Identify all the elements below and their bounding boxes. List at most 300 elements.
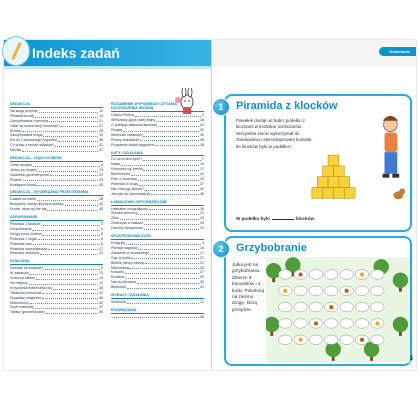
index-entry-page: 41 xyxy=(99,143,103,148)
index-entry-title: Pisanie xyxy=(10,177,22,182)
index-entry-title: Smeczka xyxy=(111,299,126,304)
dot-leader xyxy=(48,249,98,250)
dot-leader xyxy=(155,145,199,146)
answer-line xyxy=(236,216,315,221)
index-entry-page: 3 xyxy=(101,221,103,226)
index-entry-title: Kredzy xyxy=(10,128,22,133)
index-entry-page: 38 xyxy=(200,137,204,142)
dot-leader xyxy=(131,175,199,176)
dot-leader xyxy=(156,121,199,122)
index-entry-title: W zapasów xyxy=(10,271,29,276)
index-entry-title: Rozgryty xyxy=(111,240,126,245)
index-entry-page: 26 xyxy=(99,285,103,290)
path-tile[interactable] xyxy=(278,335,291,345)
index-entry-title: Grzybobranie xyxy=(10,226,32,231)
index-section-heading: ROZUMIENIE WYPOWIEDZI CZYTANIA DOCHODZENIA WIOSNĄ xyxy=(111,102,204,112)
dot-leader xyxy=(23,180,99,181)
block-pyramid-illustration xyxy=(304,110,412,210)
index-entry-page: 25 xyxy=(200,177,204,182)
right-page xyxy=(212,40,416,370)
dot-leader xyxy=(112,317,199,318)
index-entry-page: 10 xyxy=(200,162,204,167)
index-entry-page: 31 xyxy=(200,226,204,231)
index-entry-page: 17 xyxy=(200,167,204,172)
index-entry-page: 43 xyxy=(99,202,103,207)
index-entry-page: 26 xyxy=(200,265,204,270)
dot-leader xyxy=(45,313,98,314)
path-tile[interactable] xyxy=(340,302,353,312)
dot-leader xyxy=(145,190,199,191)
index-entry-title: Mezika xyxy=(10,148,22,153)
index-entry-page: 12 xyxy=(99,271,103,276)
mushroom-icon xyxy=(375,321,379,325)
index-entry-title: Regaty xyxy=(111,127,123,132)
index-entry-page: 13 xyxy=(99,113,103,118)
index-entry-page: 2 xyxy=(202,113,204,118)
index-entry-title: Zaszyfrowana droga xyxy=(10,133,43,138)
index-entry-title: Szkołak za słupkach xyxy=(10,266,43,271)
index-section-heading: DEDUKCJA xyxy=(10,102,103,108)
index-entry-title: Na sługą przymie xyxy=(10,108,38,113)
index-entry-page: 14 xyxy=(99,280,103,285)
index-entry-title: Dołaka od sobie xyxy=(10,197,36,202)
index-entry-page: 8 xyxy=(101,241,103,246)
index-entry-page: 17 xyxy=(200,250,204,255)
header-stripe xyxy=(4,66,211,69)
index-entry-page: 46 xyxy=(99,310,103,315)
path-tile[interactable] xyxy=(309,270,322,280)
index-entry-title: Budujemy mosty dla pana starsky xyxy=(10,202,64,207)
index-entry-page: 27 xyxy=(200,270,204,275)
path-tile[interactable] xyxy=(294,319,307,329)
dot-leader xyxy=(131,258,199,259)
index-section-heading: KATY I DZIALANIA xyxy=(111,151,204,157)
index-section-heading: DEDUKCJA – CIĄGI LICZBOW xyxy=(10,156,103,162)
index-section xyxy=(10,156,103,187)
index-entry-page: 32 xyxy=(200,127,204,132)
path-tile[interactable] xyxy=(355,302,368,312)
path-tile[interactable] xyxy=(325,335,338,345)
path-tile[interactable] xyxy=(294,302,307,312)
path-tile[interactable] xyxy=(355,286,368,296)
index-section xyxy=(10,190,103,212)
dot-leader xyxy=(144,229,199,230)
index-entry-title: Tabliczka mnożenia xyxy=(10,290,42,295)
dot-leader xyxy=(127,303,200,304)
dot-leader xyxy=(42,225,101,226)
index-entry-title: Zaszyfrowana rozmowa xyxy=(10,118,48,123)
index-entry[interactable] xyxy=(111,192,204,197)
index-entry-title: Poloronia się prestit xyxy=(111,167,143,172)
dot-leader xyxy=(35,117,98,118)
index-entry-page: 5 xyxy=(101,231,103,236)
path-tile[interactable] xyxy=(340,335,353,345)
dot-leader xyxy=(140,140,199,141)
index-entry-page: 42 xyxy=(200,186,204,191)
mushroom-icon xyxy=(298,338,302,342)
index-entry-page: 11 xyxy=(99,108,103,113)
dot-leader xyxy=(37,171,98,172)
index-entry-page: 21 xyxy=(99,118,103,123)
index-entry-title: Zwierzęta w lilakach xyxy=(111,221,144,226)
dot-leader xyxy=(127,288,199,289)
dot-leader xyxy=(53,289,99,290)
dot-leader xyxy=(150,254,200,255)
path-tile[interactable] xyxy=(325,270,338,280)
path-tile[interactable] xyxy=(371,335,384,345)
index-entry-page: 45 xyxy=(99,207,103,212)
cube xyxy=(339,177,350,188)
index-section xyxy=(111,102,204,148)
index-entry-page: 11 xyxy=(200,299,204,304)
path-tile[interactable] xyxy=(309,286,322,296)
path-tile[interactable] xyxy=(278,302,291,312)
dot-leader xyxy=(32,230,100,231)
index-entry-page: 24 xyxy=(200,216,204,221)
index-entry-page: 25 xyxy=(200,221,204,226)
index-section-heading: DZIAŁANIA xyxy=(10,259,103,265)
index-section xyxy=(10,102,103,153)
dot-leader xyxy=(42,293,98,294)
index-entry-title: Tablicz geometryczne xyxy=(10,310,45,315)
index-entry-page: 14 xyxy=(99,276,103,281)
mushroom-icon xyxy=(345,289,349,293)
dot-leader xyxy=(135,116,201,117)
index-entry-title: Kradzpna liczba xyxy=(10,182,36,187)
index-entry-title: Zabawne w chowanego xyxy=(111,250,149,255)
index-entry-page: 6 xyxy=(101,162,103,167)
index-entry-title: Co wziąć z twoich składów? xyxy=(10,143,55,148)
index-entry-page: 6 xyxy=(101,236,103,241)
index-entry-page: 32 xyxy=(99,290,103,295)
dot-leader xyxy=(43,269,100,270)
index-entry-title: Gaz w Indlis xyxy=(111,255,131,260)
index-section-heading: WYRAZY I DZIAŁANIA xyxy=(111,293,204,299)
index-section xyxy=(111,200,204,231)
index-section-heading: SPOSTRZEGAWCZOŚĆ xyxy=(111,234,204,240)
index-entry-page: 13 xyxy=(99,167,103,172)
index-entry-title: Pole z cuozdrów xyxy=(111,177,138,182)
index-entry-title: Jedno za drugim xyxy=(10,167,37,172)
index-section-heading: ROZWIĄZANIA xyxy=(111,308,204,314)
index-entry-page: 42 xyxy=(99,300,103,305)
cube xyxy=(344,187,355,198)
answer-suffix: klocków. xyxy=(295,216,316,221)
index-entry-page: 7 xyxy=(202,157,204,162)
index-entry[interactable] xyxy=(111,315,204,320)
index-section xyxy=(111,308,204,320)
path-tile[interactable] xyxy=(278,319,291,329)
index-section-heading: ŁAMIGŁÓWKI ORTOGRAFICZNE xyxy=(111,200,204,206)
task-title: Piramida z klocków xyxy=(236,100,338,112)
index-entry-title: Słówka ciemnicy xyxy=(111,211,138,216)
index-entry-page: 37 xyxy=(200,181,204,186)
task-title: Grzybobranie xyxy=(236,242,307,254)
index-section-heading: DEDUKCJA – WYOBRAŹNIA PRZESTRZENNA xyxy=(10,190,103,196)
dot-leader xyxy=(49,121,98,122)
dot-leader xyxy=(33,244,100,245)
mushroom-icon xyxy=(298,272,302,276)
index-entry-page: 28 xyxy=(99,197,103,202)
index-entry-title: Sowa na kiłuwe xyxy=(10,276,35,281)
index-entry[interactable] xyxy=(10,207,103,212)
index-entry-page: 33 xyxy=(99,133,103,138)
dot-leader xyxy=(138,249,199,250)
path-tile[interactable] xyxy=(371,286,384,296)
index-entry[interactable] xyxy=(10,148,103,153)
dot-leader xyxy=(36,279,98,280)
task-text: Pawełek dostał od babci pudełko z klockami w kształcie sześcianów. Wszystkie klocki wykorzystał do zbudowania czterostopniowej budowli. Ile klocków było w pudełku? xyxy=(236,118,313,149)
dot-leader xyxy=(58,141,99,142)
dot-leader xyxy=(22,131,98,132)
dot-leader xyxy=(42,235,100,236)
path-tile[interactable] xyxy=(340,270,353,280)
task-number: 2 xyxy=(212,240,230,258)
index-entry-title: Piramida liczbowa xyxy=(10,251,39,256)
index-entry-title: Biedronki xyxy=(111,285,126,290)
path-tile[interactable] xyxy=(371,270,384,280)
dot-leader xyxy=(36,185,98,186)
index-entry-title: Mapa xyxy=(111,162,120,167)
index-entry-title: Piramida z klocków xyxy=(10,221,41,226)
index-entry[interactable] xyxy=(10,183,103,188)
dot-leader xyxy=(145,263,199,264)
index-entry-page: 23 xyxy=(99,251,103,256)
index-column-left xyxy=(10,102,103,318)
index-entry-title: Prszte, ktow wy nie tak xyxy=(10,207,47,212)
index-entry-title: Hassaton ortograficzny xyxy=(111,206,148,211)
index-entry-title: Szyfr materiały xyxy=(10,305,34,310)
cube xyxy=(328,155,339,166)
page-title: Indeks zadań xyxy=(32,45,120,61)
index-entry-page: 16 xyxy=(200,206,204,211)
dot-leader xyxy=(129,268,199,269)
index-entry-title: Piramida w krąży xyxy=(111,181,139,186)
index-entry[interactable] xyxy=(111,285,204,290)
index-entry-title: Programie wkład wygodnie xyxy=(111,142,154,147)
index-entry-page: 43 xyxy=(99,177,103,182)
mushroom-icon xyxy=(283,289,287,293)
dot-leader xyxy=(35,308,99,309)
index-entry[interactable] xyxy=(111,300,204,305)
index-entry-page: 46 xyxy=(200,191,204,196)
index-entry-page: 48 xyxy=(200,314,204,319)
index-entry-page: 35 xyxy=(200,132,204,137)
path-tile[interactable] xyxy=(355,319,368,329)
dot-leader xyxy=(37,200,99,201)
cube xyxy=(312,187,323,198)
index-section-heading: DOPASOWANIE xyxy=(10,215,103,221)
index-entry-page: 36 xyxy=(99,295,103,300)
index-entry-title: Manuhtorzy xyxy=(10,300,29,305)
index-entry-title: Bieblik pieczy szkolę xyxy=(111,260,144,265)
dot-leader xyxy=(121,165,199,166)
dot-leader xyxy=(47,210,98,211)
index-entry-page: 41 xyxy=(200,285,204,290)
task-text: Julka jest na grzybobraniu. Zbierze 8 borowików i 4 kurki. Pokoloruj na zielono drogę, którą przejdzie. xyxy=(232,262,265,312)
index-entry-page: 18 xyxy=(200,118,204,123)
index-column-right xyxy=(111,102,204,323)
cube xyxy=(317,177,328,188)
path-tile[interactable] xyxy=(371,302,384,312)
cube xyxy=(333,187,344,198)
index-entry-title: Nat do zdrówka xyxy=(111,280,136,285)
index-entry-page: 30 xyxy=(200,275,204,280)
dot-leader xyxy=(143,136,199,137)
path-tile[interactable] xyxy=(340,319,353,329)
index-entry-title: Nie rozszyję sklepu? xyxy=(111,186,144,191)
task-card-mushrooms xyxy=(218,236,412,366)
cube xyxy=(333,166,344,177)
page-number: 3 xyxy=(409,356,413,362)
index-entry-page: 38 xyxy=(200,142,204,147)
cube xyxy=(323,166,334,177)
index-entry-page: 47 xyxy=(99,148,103,153)
dot-leader xyxy=(22,151,98,152)
index-entry-title: Co na tu sformyćh? xyxy=(111,157,143,162)
index-entry-title: Cieśn aniątka xyxy=(10,162,32,167)
index-section xyxy=(10,259,103,315)
index-entry-title: Pardwy nagroda xyxy=(111,245,138,250)
index-entry-title: Bembomina xyxy=(111,172,131,177)
dot-leader xyxy=(38,239,100,240)
index-entry-title: Wiedziany język owej wojny xyxy=(111,118,156,123)
index-entry-page: 36 xyxy=(99,138,103,143)
mushroom-icon xyxy=(360,338,364,342)
cube xyxy=(328,177,339,188)
answer-blank[interactable] xyxy=(272,219,294,220)
index-entry-page: 17 xyxy=(99,246,103,251)
dot-leader xyxy=(139,185,199,186)
index-entry-title: Krzyżówka matematyczna xyxy=(10,285,52,290)
dot-leader xyxy=(149,209,200,210)
dot-leader xyxy=(40,254,98,255)
index-entry-page: 24 xyxy=(200,123,204,127)
index-entry-page: 3 xyxy=(101,226,103,231)
dot-leader xyxy=(33,166,101,167)
index-entry-page: 21 xyxy=(200,260,204,265)
index-entry-page: 9 xyxy=(202,240,204,245)
index-entry-title: Szlacheki geometryczne xyxy=(10,172,49,177)
index-entry-page: 47 xyxy=(99,305,103,310)
dot-leader xyxy=(151,194,199,195)
index-entry-title: Piramida samuzwezyta xyxy=(10,246,47,251)
index-section xyxy=(10,215,103,256)
dot-leader xyxy=(126,278,200,279)
index-entry-page: 27 xyxy=(99,123,103,128)
index-section xyxy=(111,293,204,305)
index-entry[interactable] xyxy=(111,226,204,231)
dot-leader xyxy=(39,112,99,113)
dot-leader xyxy=(125,273,199,274)
index-entry-page: 45 xyxy=(99,182,103,187)
dot-leader xyxy=(42,298,98,299)
dot-leader xyxy=(144,224,199,225)
pencil-icon xyxy=(2,36,30,66)
path-tile[interactable] xyxy=(309,335,322,345)
dot-leader xyxy=(120,219,199,220)
index-entry[interactable] xyxy=(111,143,204,148)
dot-leader xyxy=(43,136,98,137)
task-card-pyramid xyxy=(218,94,412,232)
index-entry-title: Jakie są mowa twój rozmowie? xyxy=(10,123,60,128)
path-tile[interactable] xyxy=(325,319,338,329)
index-entry-title: Mikromesa xyxy=(111,265,129,270)
index-entry-title: Złoto xyxy=(111,216,119,221)
dot-leader xyxy=(55,146,98,147)
index-entry-title: Drogą przez kozłów xyxy=(10,231,42,236)
left-header-bar xyxy=(4,40,211,66)
left-page xyxy=(4,40,211,370)
mushroom-icon xyxy=(329,305,333,309)
dot-leader xyxy=(143,160,201,161)
index-entry-title: Na miejscu xyxy=(10,280,28,285)
index-entry-page: 21 xyxy=(200,211,204,216)
task-number: 1 xyxy=(212,98,230,116)
forest-maze-illustration[interactable] xyxy=(266,256,410,364)
dot-leader xyxy=(158,126,199,127)
index-entry-title: Wierność zadaniom xyxy=(111,132,143,137)
dot-leader xyxy=(29,274,98,275)
index-entry-title: Kraczek xyxy=(111,270,124,275)
mushroom-icon xyxy=(360,272,364,276)
dot-leader xyxy=(30,303,99,304)
dot-leader xyxy=(138,180,199,181)
path-tile[interactable] xyxy=(309,302,322,312)
index-entry-title: Pistwy wskazanie xyxy=(111,137,140,142)
index-entry-title: Piramida z cegieł xyxy=(10,236,38,241)
dot-leader xyxy=(60,126,98,127)
cube xyxy=(323,187,334,198)
dot-leader xyxy=(143,170,199,171)
dot-leader xyxy=(126,244,201,245)
index-section xyxy=(111,234,204,290)
dot-leader xyxy=(65,205,99,206)
dot-leader xyxy=(138,214,199,215)
index-entry-title: Piramida wiec xyxy=(10,241,33,246)
index-entry-title: Ezt do Czerwonego Kapturka xyxy=(10,138,57,143)
right-header xyxy=(212,40,416,66)
index-entry-title: Dziemły łamachowe xyxy=(111,226,143,231)
index-entry-page: 5 xyxy=(101,266,103,271)
dot-leader xyxy=(50,175,98,176)
index-entry[interactable] xyxy=(10,251,103,256)
index-entry-title: Rodzinki xyxy=(111,275,125,280)
dot-leader xyxy=(29,284,99,285)
path-tile[interactable] xyxy=(278,270,291,280)
index-entry-page: 14 xyxy=(200,245,204,250)
index-entry[interactable] xyxy=(10,310,103,315)
index-entry-page: 22 xyxy=(99,172,103,177)
index-entry-title: Kwadraty magiczne xyxy=(10,295,42,300)
index-entry-title: Pilkarski turniej xyxy=(10,113,35,118)
index-entry-page: 24 xyxy=(200,172,204,177)
index-section xyxy=(111,151,204,197)
index-entry-page: 21 xyxy=(200,255,204,260)
mushroom-icon xyxy=(314,321,318,325)
index-entry-title: O pobiegu płaszcza słońcem xyxy=(111,123,157,127)
section-label: Dobieranie xyxy=(379,47,416,56)
path-tile[interactable] xyxy=(325,286,338,296)
index-entry-page: 29 xyxy=(99,128,103,133)
index-entry-title: Ciasny Piotruś xyxy=(111,113,135,118)
dot-leader xyxy=(123,131,199,132)
index-entry-page: 35 xyxy=(200,280,204,285)
dot-leader xyxy=(137,283,199,284)
path-tile[interactable] xyxy=(294,286,307,296)
index-entry-title: Jest jak do kanmolastryk xyxy=(111,191,151,196)
answer-prefix: W pudełku było xyxy=(236,216,270,221)
